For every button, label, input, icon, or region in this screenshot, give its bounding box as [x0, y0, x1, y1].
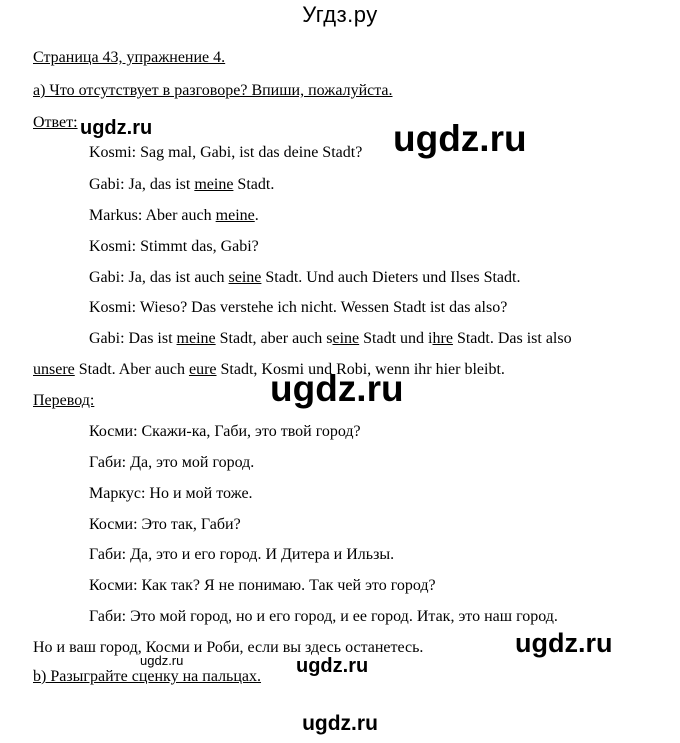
footer-site: ugdz.ru: [302, 712, 378, 735]
russian-line-2: Габи: Да, это мой город.: [89, 454, 255, 471]
watermark: ugdz.ru: [140, 653, 184, 668]
site-title: Угдз.ру: [302, 2, 378, 27]
russian-line-7: Габи: Это мой город, но и его город, и ее город. Итак, это наш город.: [89, 608, 558, 625]
watermark: ugdz.ru: [515, 628, 613, 658]
answer-label: Ответ:: [33, 114, 78, 131]
russian-line-8: Но и ваш город, Косми и Роби, если вы здесь останетесь.: [33, 639, 424, 656]
watermark: ugdz.ru: [270, 368, 404, 409]
part-a-instruction: a) Что отсутствует в разговоре? Впиши, пожалуйста.: [33, 82, 393, 99]
part-b-instruction: b) Разыграйте сценку на пальцах.: [33, 668, 262, 685]
russian-line-5: Габи: Да, это и его город. И Дитера и Ильзы.: [89, 546, 395, 563]
german-line-7: Gabi: Das ist meine Stadt, aber auch seine Stadt und ihre Stadt. Das ist also: [89, 330, 572, 347]
german-line-3: Markus: Aber auch meine.: [89, 207, 259, 224]
task-title: Страница 43, упражнение 4.: [33, 49, 226, 66]
watermark: ugdz.ru: [80, 117, 153, 139]
watermark: ugdz.ru: [296, 655, 369, 677]
german-line-6: Kosmi: Wieso? Das verstehe ich nicht. Wessen Stadt ist das also?: [89, 299, 508, 316]
german-line-8: unsere Stadt. Aber auch eure Stadt, Kosmi und Robi, wenn ihr hier bleibt.: [33, 361, 505, 378]
russian-line-4: Косми: Это так, Габи?: [89, 516, 241, 533]
german-line-2: Gabi: Ja, das ist meine Stadt.: [89, 176, 275, 193]
german-line-4: Kosmi: Stimmt das, Gabi?: [89, 238, 259, 255]
watermark: ugdz.ru: [393, 118, 527, 159]
russian-line-3: Маркус: Но и мой тоже.: [89, 485, 253, 502]
russian-line-1: Косми: Скажи-ка, Габи, это твой город?: [89, 423, 361, 440]
translation-label: Перевод:: [33, 392, 95, 409]
russian-line-6: Косми: Как так? Я не понимаю. Так чей это город?: [89, 577, 436, 594]
german-line-5: Gabi: Ja, das ist auch seine Stadt. Und auch Dieters und Ilses Stadt.: [89, 269, 521, 286]
german-line-1: Kosmi: Sag mal, Gabi, ist das deine Stadt?: [89, 144, 363, 161]
